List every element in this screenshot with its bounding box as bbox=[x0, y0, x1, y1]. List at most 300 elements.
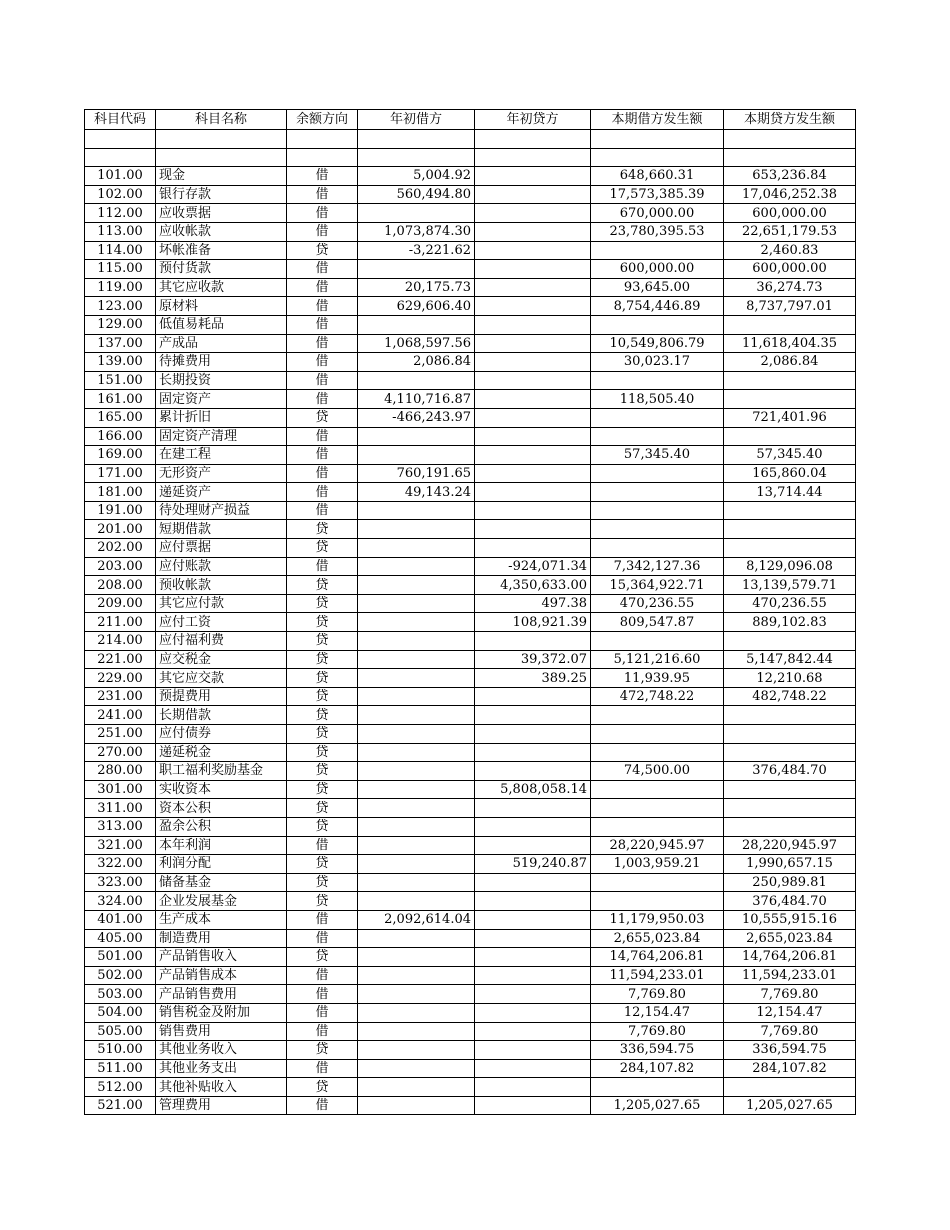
period-debit-cell bbox=[591, 539, 724, 558]
opening-credit-cell bbox=[475, 1022, 591, 1041]
account-name-cell: 长期投资 bbox=[156, 371, 287, 390]
account-code-cell: 151.00 bbox=[85, 371, 156, 390]
ledger-body bbox=[85, 130, 856, 1115]
period-debit-cell bbox=[591, 427, 724, 446]
opening-debit-cell bbox=[358, 1041, 475, 1060]
opening-credit-cell: 108,921.39 bbox=[475, 613, 591, 632]
opening-credit-cell bbox=[475, 1041, 591, 1060]
account-name-cell: 短期借款 bbox=[156, 520, 287, 539]
period-credit-cell: 653,236.84 bbox=[724, 167, 856, 186]
opening-debit-cell bbox=[358, 855, 475, 874]
opening-credit-cell bbox=[475, 817, 591, 836]
account-code-cell: 115.00 bbox=[85, 260, 156, 279]
opening-credit-cell: 5,808,058.14 bbox=[475, 780, 591, 799]
account-name-cell: 递延税金 bbox=[156, 743, 287, 762]
table-row bbox=[85, 966, 856, 985]
account-name-cell: 实收资本 bbox=[156, 780, 287, 799]
period-credit-cell: 12,210.68 bbox=[724, 669, 856, 688]
opening-debit-cell: 20,175.73 bbox=[358, 278, 475, 297]
table-row bbox=[85, 408, 856, 427]
account-code-cell: 322.00 bbox=[85, 855, 156, 874]
balance-direction-cell: 贷 bbox=[287, 613, 358, 632]
account-code-cell: 119.00 bbox=[85, 278, 156, 297]
account-code-cell: 139.00 bbox=[85, 353, 156, 372]
balance-direction-cell: 借 bbox=[287, 185, 358, 204]
account-name-cell: 产品销售费用 bbox=[156, 985, 287, 1004]
balance-direction-cell: 借 bbox=[287, 222, 358, 241]
balance-direction-cell: 借 bbox=[287, 910, 358, 929]
account-name-cell: 其它应交款 bbox=[156, 669, 287, 688]
opening-credit-cell: 389.25 bbox=[475, 669, 591, 688]
balance-direction-cell: 借 bbox=[287, 1059, 358, 1078]
account-name-cell: 其他业务支出 bbox=[156, 1059, 287, 1078]
opening-debit-cell bbox=[358, 650, 475, 669]
opening-credit-cell bbox=[475, 390, 591, 409]
table-row bbox=[85, 501, 856, 520]
period-credit-cell bbox=[724, 632, 856, 651]
account-name-cell: 固定资产清理 bbox=[156, 427, 287, 446]
header-account-code: 科目代码 bbox=[85, 110, 156, 130]
opening-debit-cell bbox=[358, 576, 475, 595]
account-code-cell: 201.00 bbox=[85, 520, 156, 539]
opening-debit-cell bbox=[358, 520, 475, 539]
account-code-cell: 502.00 bbox=[85, 966, 156, 985]
account-code-cell: 214.00 bbox=[85, 632, 156, 651]
opening-debit-cell: -3,221.62 bbox=[358, 241, 475, 260]
account-name-cell: 产品销售成本 bbox=[156, 966, 287, 985]
account-code-cell: 229.00 bbox=[85, 669, 156, 688]
period-credit-cell: 2,086.84 bbox=[724, 353, 856, 372]
opening-debit-cell bbox=[358, 985, 475, 1004]
opening-debit-cell: 1,073,874.30 bbox=[358, 222, 475, 241]
table-row bbox=[85, 836, 856, 855]
balance-direction-cell: 借 bbox=[287, 1022, 358, 1041]
period-credit-cell: 376,484.70 bbox=[724, 762, 856, 781]
period-debit-cell: 30,023.17 bbox=[591, 353, 724, 372]
period-debit-cell bbox=[591, 892, 724, 911]
account-name-cell: 累计折旧 bbox=[156, 408, 287, 427]
opening-credit-cell bbox=[475, 297, 591, 316]
opening-debit-cell bbox=[358, 687, 475, 706]
opening-credit-cell bbox=[475, 408, 591, 427]
opening-debit-cell bbox=[358, 780, 475, 799]
balance-direction-cell: 贷 bbox=[287, 650, 358, 669]
account-code-cell: 171.00 bbox=[85, 464, 156, 483]
account-name-cell: 应付账款 bbox=[156, 557, 287, 576]
header-opening-credit: 年初贷方 bbox=[475, 110, 591, 130]
table-row bbox=[85, 1003, 856, 1022]
table-row bbox=[85, 241, 856, 260]
account-name-cell: 低值易耗品 bbox=[156, 315, 287, 334]
opening-credit-cell bbox=[475, 836, 591, 855]
account-name-cell: 应收帐款 bbox=[156, 222, 287, 241]
period-debit-cell: 11,939.95 bbox=[591, 669, 724, 688]
period-debit-cell bbox=[591, 408, 724, 427]
period-debit-cell: 23,780,395.53 bbox=[591, 222, 724, 241]
opening-credit-cell bbox=[475, 1003, 591, 1022]
balance-direction-cell: 贷 bbox=[287, 725, 358, 744]
period-debit-cell: 670,000.00 bbox=[591, 204, 724, 223]
table-row bbox=[85, 260, 856, 279]
period-debit-cell: 336,594.75 bbox=[591, 1041, 724, 1060]
blank-cell bbox=[85, 130, 156, 149]
balance-direction-cell: 贷 bbox=[287, 855, 358, 874]
opening-debit-cell: 49,143.24 bbox=[358, 483, 475, 502]
opening-credit-cell bbox=[475, 520, 591, 539]
opening-debit-cell bbox=[358, 706, 475, 725]
account-name-cell: 应交税金 bbox=[156, 650, 287, 669]
table-row bbox=[85, 613, 856, 632]
opening-debit-cell bbox=[358, 817, 475, 836]
period-credit-cell: 376,484.70 bbox=[724, 892, 856, 911]
account-name-cell: 资本公积 bbox=[156, 799, 287, 818]
opening-debit-cell bbox=[358, 873, 475, 892]
account-code-cell: 521.00 bbox=[85, 1096, 156, 1115]
balance-direction-cell: 贷 bbox=[287, 873, 358, 892]
balance-direction-cell: 借 bbox=[287, 297, 358, 316]
table-row bbox=[85, 167, 856, 186]
balance-direction-cell: 借 bbox=[287, 557, 358, 576]
header-row bbox=[85, 110, 856, 130]
account-code-cell: 323.00 bbox=[85, 873, 156, 892]
opening-debit-cell: 5,004.92 bbox=[358, 167, 475, 186]
period-credit-cell: 2,655,023.84 bbox=[724, 929, 856, 948]
opening-credit-cell: 497.38 bbox=[475, 594, 591, 613]
table-row bbox=[85, 892, 856, 911]
period-debit-cell bbox=[591, 817, 724, 836]
account-name-cell: 生产成本 bbox=[156, 910, 287, 929]
account-code-cell: 203.00 bbox=[85, 557, 156, 576]
account-code-cell: 324.00 bbox=[85, 892, 156, 911]
period-debit-cell: 7,342,127.36 bbox=[591, 557, 724, 576]
blank-cell bbox=[287, 148, 358, 167]
account-code-cell: 114.00 bbox=[85, 241, 156, 260]
period-debit-cell: 74,500.00 bbox=[591, 762, 724, 781]
balance-direction-cell: 贷 bbox=[287, 241, 358, 260]
account-code-cell: 211.00 bbox=[85, 613, 156, 632]
opening-debit-cell bbox=[358, 613, 475, 632]
account-name-cell: 企业发展基金 bbox=[156, 892, 287, 911]
balance-direction-cell: 贷 bbox=[287, 594, 358, 613]
opening-debit-cell: 2,092,614.04 bbox=[358, 910, 475, 929]
account-code-cell: 112.00 bbox=[85, 204, 156, 223]
period-debit-cell bbox=[591, 743, 724, 762]
table-row bbox=[85, 948, 856, 967]
opening-debit-cell bbox=[358, 1003, 475, 1022]
balance-direction-cell: 贷 bbox=[287, 520, 358, 539]
opening-credit-cell bbox=[475, 1059, 591, 1078]
opening-debit-cell: 2,086.84 bbox=[358, 353, 475, 372]
balance-direction-cell: 借 bbox=[287, 985, 358, 1004]
balance-direction-cell: 贷 bbox=[287, 539, 358, 558]
balance-direction-cell: 借 bbox=[287, 334, 358, 353]
table-row bbox=[85, 222, 856, 241]
period-debit-cell bbox=[591, 371, 724, 390]
opening-credit-cell: 4,350,633.00 bbox=[475, 576, 591, 595]
account-code-cell: 101.00 bbox=[85, 167, 156, 186]
account-code-cell: 280.00 bbox=[85, 762, 156, 781]
opening-debit-cell bbox=[358, 669, 475, 688]
opening-debit-cell bbox=[358, 1059, 475, 1078]
period-credit-cell bbox=[724, 817, 856, 836]
account-code-cell: 241.00 bbox=[85, 706, 156, 725]
opening-debit-cell bbox=[358, 501, 475, 520]
period-debit-cell: 10,549,806.79 bbox=[591, 334, 724, 353]
blank-cell bbox=[475, 130, 591, 149]
account-name-cell: 现金 bbox=[156, 167, 287, 186]
period-debit-cell: 28,220,945.97 bbox=[591, 836, 724, 855]
balance-direction-cell: 借 bbox=[287, 446, 358, 465]
period-debit-cell bbox=[591, 780, 724, 799]
opening-debit-cell bbox=[358, 799, 475, 818]
account-name-cell: 职工福利奖励基金 bbox=[156, 762, 287, 781]
account-name-cell: 其它应收款 bbox=[156, 278, 287, 297]
opening-credit-cell: 39,372.07 bbox=[475, 650, 591, 669]
table-row bbox=[85, 185, 856, 204]
account-code-cell: 501.00 bbox=[85, 948, 156, 967]
opening-credit-cell: 519,240.87 bbox=[475, 855, 591, 874]
balance-direction-cell: 贷 bbox=[287, 408, 358, 427]
table-row bbox=[85, 594, 856, 613]
table-row bbox=[85, 204, 856, 223]
period-debit-cell: 7,769.80 bbox=[591, 985, 724, 1004]
period-debit-cell: 648,660.31 bbox=[591, 167, 724, 186]
balance-direction-cell: 借 bbox=[287, 836, 358, 855]
blank-row bbox=[85, 130, 856, 149]
opening-debit-cell bbox=[358, 427, 475, 446]
table-row bbox=[85, 278, 856, 297]
opening-credit-cell bbox=[475, 966, 591, 985]
period-debit-cell: 17,573,385.39 bbox=[591, 185, 724, 204]
account-code-cell: 191.00 bbox=[85, 501, 156, 520]
balance-direction-cell: 贷 bbox=[287, 817, 358, 836]
opening-credit-cell bbox=[475, 799, 591, 818]
period-debit-cell: 8,754,446.89 bbox=[591, 297, 724, 316]
opening-credit-cell bbox=[475, 948, 591, 967]
table-row bbox=[85, 539, 856, 558]
period-debit-cell bbox=[591, 241, 724, 260]
account-code-cell: 321.00 bbox=[85, 836, 156, 855]
table-row bbox=[85, 725, 856, 744]
account-name-cell: 管理费用 bbox=[156, 1096, 287, 1115]
balance-direction-cell: 贷 bbox=[287, 576, 358, 595]
account-name-cell: 固定资产 bbox=[156, 390, 287, 409]
account-name-cell: 坏帐准备 bbox=[156, 241, 287, 260]
blank-cell bbox=[475, 148, 591, 167]
table-row bbox=[85, 669, 856, 688]
period-credit-cell bbox=[724, 427, 856, 446]
table-row bbox=[85, 371, 856, 390]
opening-debit-cell bbox=[358, 260, 475, 279]
opening-credit-cell bbox=[475, 483, 591, 502]
period-credit-cell bbox=[724, 371, 856, 390]
period-debit-cell: 1,003,959.21 bbox=[591, 855, 724, 874]
opening-debit-cell bbox=[358, 929, 475, 948]
table-row bbox=[85, 650, 856, 669]
table-row bbox=[85, 817, 856, 836]
table-row bbox=[85, 873, 856, 892]
blank-cell bbox=[287, 130, 358, 149]
period-debit-cell bbox=[591, 315, 724, 334]
balance-direction-cell: 借 bbox=[287, 1003, 358, 1022]
opening-credit-cell bbox=[475, 501, 591, 520]
account-name-cell: 储备基金 bbox=[156, 873, 287, 892]
balance-direction-cell: 贷 bbox=[287, 706, 358, 725]
table-row bbox=[85, 464, 856, 483]
period-credit-cell bbox=[724, 725, 856, 744]
account-name-cell: 本年利润 bbox=[156, 836, 287, 855]
period-debit-cell: 472,748.22 bbox=[591, 687, 724, 706]
account-code-cell: 401.00 bbox=[85, 910, 156, 929]
balance-direction-cell: 贷 bbox=[287, 1041, 358, 1060]
opening-debit-cell bbox=[358, 204, 475, 223]
opening-credit-cell bbox=[475, 260, 591, 279]
blank-cell bbox=[85, 148, 156, 167]
account-code-cell: 113.00 bbox=[85, 222, 156, 241]
period-debit-cell bbox=[591, 520, 724, 539]
account-name-cell: 递延资产 bbox=[156, 483, 287, 502]
balance-direction-cell: 借 bbox=[287, 427, 358, 446]
period-credit-cell: 12,154.47 bbox=[724, 1003, 856, 1022]
opening-credit-cell bbox=[475, 204, 591, 223]
account-code-cell: 221.00 bbox=[85, 650, 156, 669]
table-row bbox=[85, 353, 856, 372]
account-name-cell: 其它应付款 bbox=[156, 594, 287, 613]
header-balance-direction: 余额方向 bbox=[287, 110, 358, 130]
header-opening-debit: 年初借方 bbox=[358, 110, 475, 130]
header-period-debit: 本期借方发生额 bbox=[591, 110, 724, 130]
period-credit-cell bbox=[724, 799, 856, 818]
table-row bbox=[85, 446, 856, 465]
table-row bbox=[85, 520, 856, 539]
account-name-cell: 制造费用 bbox=[156, 929, 287, 948]
balance-direction-cell: 借 bbox=[287, 260, 358, 279]
period-debit-cell bbox=[591, 1078, 724, 1097]
account-code-cell: 161.00 bbox=[85, 390, 156, 409]
account-name-cell: 应付工资 bbox=[156, 613, 287, 632]
account-code-cell: 169.00 bbox=[85, 446, 156, 465]
account-name-cell: 无形资产 bbox=[156, 464, 287, 483]
period-debit-cell: 7,769.80 bbox=[591, 1022, 724, 1041]
account-name-cell: 待处理财产损益 bbox=[156, 501, 287, 520]
period-credit-cell: 7,769.80 bbox=[724, 1022, 856, 1041]
table-row bbox=[85, 390, 856, 409]
period-credit-cell: 7,769.80 bbox=[724, 985, 856, 1004]
blank-cell bbox=[724, 130, 856, 149]
table-row bbox=[85, 855, 856, 874]
account-name-cell: 预付货款 bbox=[156, 260, 287, 279]
opening-debit-cell bbox=[358, 762, 475, 781]
account-code-cell: 503.00 bbox=[85, 985, 156, 1004]
blank-cell bbox=[156, 148, 287, 167]
trial-balance-table bbox=[84, 109, 856, 1115]
opening-credit-cell bbox=[475, 873, 591, 892]
balance-direction-cell: 贷 bbox=[287, 1078, 358, 1097]
account-code-cell: 137.00 bbox=[85, 334, 156, 353]
account-code-cell: 123.00 bbox=[85, 297, 156, 316]
period-credit-cell: 1,205,027.65 bbox=[724, 1096, 856, 1115]
table-row bbox=[85, 762, 856, 781]
balance-direction-cell: 借 bbox=[287, 278, 358, 297]
opening-credit-cell bbox=[475, 632, 591, 651]
period-debit-cell: 57,345.40 bbox=[591, 446, 724, 465]
period-credit-cell: 165,860.04 bbox=[724, 464, 856, 483]
blank-cell bbox=[591, 130, 724, 149]
opening-credit-cell bbox=[475, 334, 591, 353]
account-name-cell: 产品销售收入 bbox=[156, 948, 287, 967]
period-credit-cell: 10,555,915.16 bbox=[724, 910, 856, 929]
opening-credit-cell bbox=[475, 353, 591, 372]
opening-credit-cell bbox=[475, 539, 591, 558]
period-credit-cell bbox=[724, 743, 856, 762]
period-debit-cell bbox=[591, 799, 724, 818]
period-credit-cell bbox=[724, 780, 856, 799]
balance-direction-cell: 借 bbox=[287, 390, 358, 409]
opening-debit-cell: -466,243.97 bbox=[358, 408, 475, 427]
account-name-cell: 长期借款 bbox=[156, 706, 287, 725]
account-name-cell: 银行存款 bbox=[156, 185, 287, 204]
balance-direction-cell: 借 bbox=[287, 204, 358, 223]
table-row bbox=[85, 780, 856, 799]
table-row bbox=[85, 910, 856, 929]
period-debit-cell bbox=[591, 632, 724, 651]
period-credit-cell: 11,618,404.35 bbox=[724, 334, 856, 353]
account-code-cell: 270.00 bbox=[85, 743, 156, 762]
period-debit-cell: 12,154.47 bbox=[591, 1003, 724, 1022]
account-name-cell: 预收帐款 bbox=[156, 576, 287, 595]
period-credit-cell: 336,594.75 bbox=[724, 1041, 856, 1060]
period-credit-cell: 14,764,206.81 bbox=[724, 948, 856, 967]
header-period-credit: 本期贷方发生额 bbox=[724, 110, 856, 130]
opening-credit-cell bbox=[475, 167, 591, 186]
period-debit-cell bbox=[591, 483, 724, 502]
balance-direction-cell: 贷 bbox=[287, 743, 358, 762]
table-row bbox=[85, 483, 856, 502]
opening-debit-cell bbox=[358, 1022, 475, 1041]
opening-credit-cell bbox=[475, 427, 591, 446]
account-name-cell: 应收票据 bbox=[156, 204, 287, 223]
period-credit-cell: 889,102.83 bbox=[724, 613, 856, 632]
opening-credit-cell bbox=[475, 910, 591, 929]
period-debit-cell: 2,655,023.84 bbox=[591, 929, 724, 948]
period-debit-cell: 470,236.55 bbox=[591, 594, 724, 613]
period-credit-cell bbox=[724, 706, 856, 725]
balance-direction-cell: 贷 bbox=[287, 669, 358, 688]
opening-debit-cell bbox=[358, 725, 475, 744]
period-debit-cell: 5,121,216.60 bbox=[591, 650, 724, 669]
opening-credit-cell bbox=[475, 278, 591, 297]
opening-debit-cell bbox=[358, 948, 475, 967]
account-name-cell: 销售费用 bbox=[156, 1022, 287, 1041]
table-row bbox=[85, 743, 856, 762]
account-name-cell: 预提费用 bbox=[156, 687, 287, 706]
account-code-cell: 231.00 bbox=[85, 687, 156, 706]
period-debit-cell: 284,107.82 bbox=[591, 1059, 724, 1078]
period-credit-cell bbox=[724, 1078, 856, 1097]
account-code-cell: 504.00 bbox=[85, 1003, 156, 1022]
table-row bbox=[85, 1096, 856, 1115]
period-debit-cell: 14,764,206.81 bbox=[591, 948, 724, 967]
account-name-cell: 应付债券 bbox=[156, 725, 287, 744]
table-row bbox=[85, 315, 856, 334]
balance-direction-cell: 贷 bbox=[287, 799, 358, 818]
opening-credit-cell bbox=[475, 1096, 591, 1115]
period-credit-cell: 8,129,096.08 bbox=[724, 557, 856, 576]
period-credit-cell: 17,046,252.38 bbox=[724, 185, 856, 204]
opening-debit-cell bbox=[358, 371, 475, 390]
period-credit-cell: 250,989.81 bbox=[724, 873, 856, 892]
balance-direction-cell: 借 bbox=[287, 483, 358, 502]
